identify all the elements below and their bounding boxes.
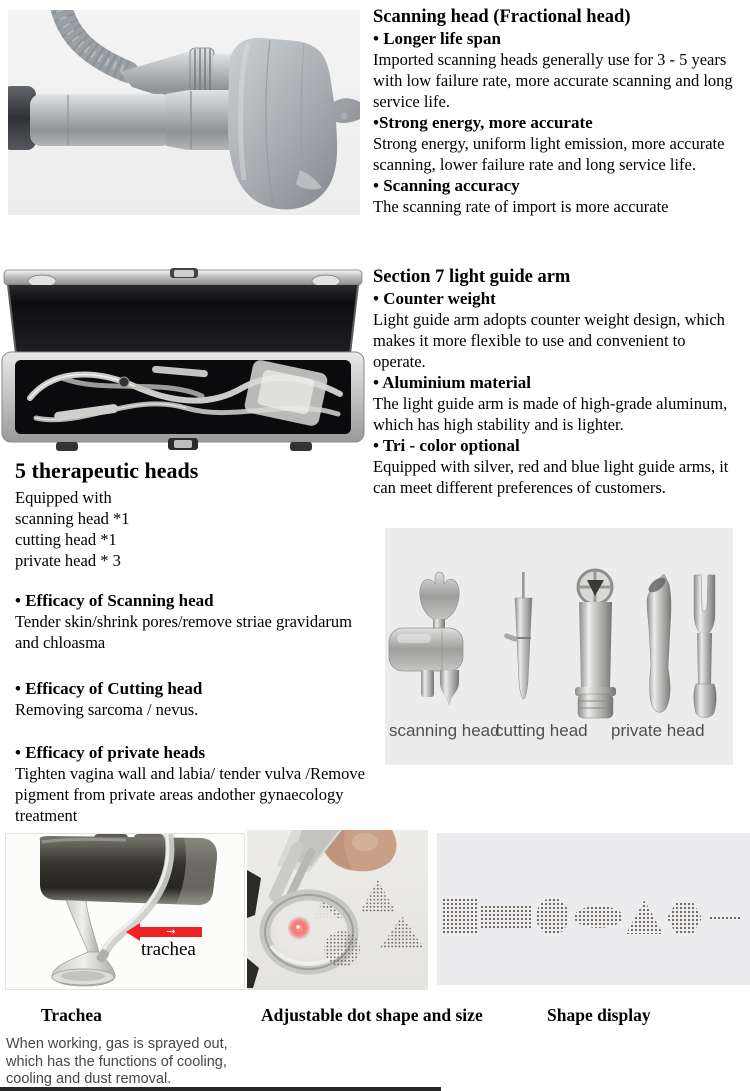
head-label-private: private head: [611, 721, 705, 740]
dot-hexagon-shape: [667, 902, 702, 934]
bullet-heading: • Efficacy of Scanning head: [15, 591, 214, 610]
caption-trachea: Trachea: [41, 1005, 102, 1025]
bullet-body: Equipped with silver, red and blue light guide arms, it can meet different preferences of customers.: [373, 457, 729, 497]
caption-dot-shape: Adjustable dot shape and size: [261, 1005, 483, 1025]
trachea-annotation: trachea: [141, 939, 196, 960]
efficacy-scanning-head: [15, 590, 365, 653]
dot-triangle-shape: [626, 900, 663, 934]
case-photo: [0, 268, 368, 455]
bullet-heading: • Aluminium material: [373, 373, 532, 392]
dot-line-shape: [709, 916, 742, 919]
shape-display-photo: [437, 833, 750, 985]
bullet-body: Strong energy, uniform light emission, more accurate scanning, lower failure rate and long service life.: [373, 134, 725, 174]
bullet-body: Imported scanning heads generally use for 3 - 5 years with low failure rate, more accurate scanning and long service life.: [373, 50, 733, 111]
bullet-body: Tender skin/shrink pores/remove striae gravidarum and chloasma: [15, 612, 352, 652]
section-light-guide-arm: [373, 266, 737, 498]
dot-shape-photo: [247, 830, 428, 990]
efficacy-private-heads: [15, 742, 365, 826]
handpiece-photo: [8, 10, 360, 215]
bullet-body: Light guide arm adopts counter weight design, which makes it more flexible to use and convenient to operate.: [373, 310, 725, 371]
footer-note-line: cooling and dust removal.: [6, 1071, 172, 1087]
footer-note-line: which has the functions of cooling,: [6, 1053, 227, 1070]
handpiece-illustration: [8, 10, 360, 215]
bullet-heading: • Tri - color optional: [373, 436, 520, 455]
footer-note: [6, 1036, 228, 1089]
bullet-heading: • Longer life span: [373, 29, 501, 48]
section-title: Scanning head (Fractional head): [373, 7, 631, 27]
therapeutic-heads-title: 5 therapeutic heads: [15, 458, 199, 483]
intro-line: cutting head *1: [15, 530, 117, 549]
therapeutic-heads-intro: [15, 487, 365, 571]
section-title: Section 7 light guide arm: [373, 267, 571, 287]
bullet-heading: • Efficacy of private heads: [15, 743, 206, 762]
trachea-illustration: [6, 834, 244, 989]
intro-line: Equipped with: [15, 488, 112, 507]
arrow-head-icon: [126, 923, 140, 941]
dot-ellipse-shape: [574, 906, 623, 928]
bottom-divider-bar: [0, 1087, 441, 1091]
dot-rectangle-shape: [480, 905, 532, 928]
bullet-heading: • Scanning accuracy: [373, 176, 520, 195]
section-scanning-head: [373, 6, 737, 217]
bullet-body: Tighten vagina wall and labia/ tender vulva /Remove pigment from private areas andother gynaecology treatment: [15, 764, 365, 825]
case-illustration: [0, 268, 368, 455]
bullet-heading: •Strong energy, more accurate: [373, 113, 593, 132]
trachea-photo: [5, 833, 245, 990]
bullet-body: The scanning rate of import is more accurate: [373, 197, 669, 216]
head-label-scanning: scanning head: [389, 721, 500, 740]
dot-circle-shape: [536, 898, 569, 935]
bullet-heading: • Counter weight: [373, 289, 496, 308]
footer-note-line: When working, gas is sprayed out,: [6, 1036, 228, 1052]
caption-shape-display: Shape display: [547, 1005, 651, 1025]
dot-shape-illustration: [247, 830, 428, 990]
intro-line: private head * 3: [15, 551, 121, 570]
arrow-bar: [140, 927, 202, 937]
head-label-cutting: cutting head: [495, 721, 588, 740]
bullet-body: The light guide arm is made of high-grade aluminum, which has high stability and is lighter.: [373, 394, 728, 434]
bullet-body: Removing sarcoma / nevus.: [15, 700, 199, 719]
intro-line: scanning head *1: [15, 509, 130, 528]
efficacy-cutting-head: [15, 678, 365, 720]
dot-square-shape: [442, 898, 477, 935]
therapeutic-heads-photo: [385, 528, 733, 765]
arrow-glyph-icon: →: [166, 925, 176, 938]
bullet-heading: • Efficacy of Cutting head: [15, 679, 203, 698]
